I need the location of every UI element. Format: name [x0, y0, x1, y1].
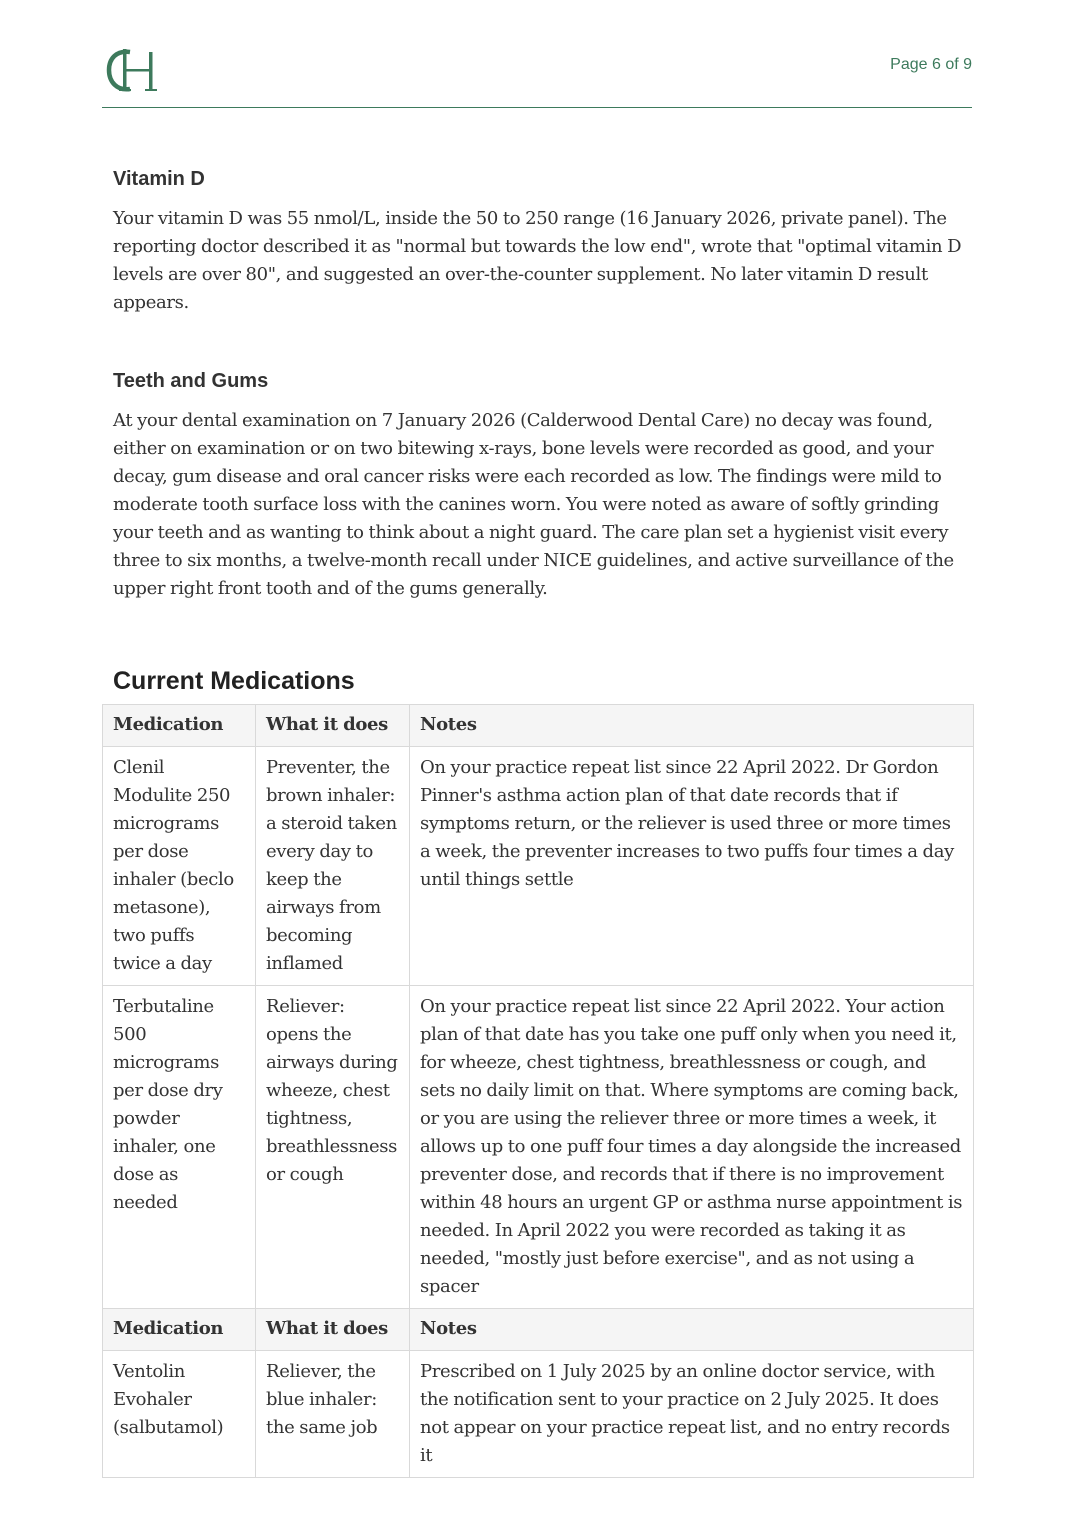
cell-notes: On your practice repeat list since 22 April 2022. Your action plan of that date has you take one puff only when you need it, for wheeze, chest tightness, breathlessness or cough, and sets no daily limit on that. Where symptoms are coming back, or you are using the reliever three or more times a week, it allows up to one puff four times a day alongside the increased preventer dose, and records that if there is no improvement within 48 hours an urgent GP or asthma nurse appointment is needed. In April 2022 you were recorded as taking it as needed, "mostly just before exercise", and as not using a spacer — [410, 986, 974, 1309]
practice-logo — [104, 46, 160, 94]
table-header-row-repeat — [103, 1309, 974, 1351]
column-header-what-it-does: What it does — [256, 1309, 410, 1351]
vitamin-d-section — [113, 165, 965, 317]
column-header-medication: Medication — [103, 1309, 256, 1351]
table-header-row — [103, 705, 974, 747]
page-header — [102, 44, 972, 108]
cell-what-it-does: Preventer, the brown inhaler: a steroid taken every day to keep the airways from becoming inflamed — [256, 747, 410, 986]
teeth-body: At your dental examination on 7 January 2026 (Calderwood Dental Care) no decay was found, either on examination or on two bitewing x-rays, bone levels were recorded as good, and your decay, gum disease and oral cancer risks were each recorded as low. The findings were mild to moderate tooth surface loss with the canines worn. You were noted as aware of softly grinding your teeth and as wanting to think about a night guard. The care plan set a hygienist visit every three to six months, a twelve-month recall under NICE guidelines, and active surveillance of the upper right front tooth and of the gums generally. — [113, 410, 954, 599]
column-header-notes: Notes — [410, 1309, 974, 1351]
report-content — [113, 165, 965, 713]
cell-notes: On your practice repeat list since 22 April 2022. Dr Gordon Pinner's asthma action plan of that date records that if symptoms return, or the reliever is used three or more times a week, the preventer increases to two puffs four times a day until things settle — [410, 747, 974, 986]
medications-table-wrap — [102, 704, 973, 1466]
column-header-what-it-does: What it does — [256, 705, 410, 747]
table-row — [103, 747, 974, 986]
vitamin-d-body: Your vitamin D was 55 nmol/L, inside the 50 to 250 range (16 January 2026, private panel). The reporting doctor described it as "normal but towards the low end", wrote that "optimal vitamin D levels are over 80", and suggested an over-the-counter supplement. No later vitamin D result appears. — [113, 208, 962, 313]
column-header-notes: Notes — [410, 705, 974, 747]
cell-medication: Clenil Modulite 250 micrograms per dose inhaler (beclo metasone), two puffs twice a day — [103, 747, 256, 986]
table-row — [103, 986, 974, 1309]
page-number: Page 6 of 9 — [890, 56, 972, 73]
vitamin-d-heading: Vitamin D — [113, 168, 205, 190]
cell-what-it-does: Reliever, the blue inhaler: the same job — [256, 1351, 410, 1478]
cell-medication: Terbutaline 500 micrograms per dose dry powder inhaler, one dose as needed — [103, 986, 256, 1309]
medications-heading: Current Medications — [113, 667, 355, 695]
cell-what-it-does: Reliever: opens the airways during wheeze, chest tightness, breathlessness or cough — [256, 986, 410, 1309]
medications-table — [102, 704, 974, 1478]
cell-medication: Ventolin Evohaler (salbutamol) — [103, 1351, 256, 1478]
teeth-heading: Teeth and Gums — [113, 370, 269, 392]
cell-notes: Prescribed on 1 July 2025 by an online doctor service, with the notification sent to your practice on 2 July 2025. It does not appear on your practice repeat list, and no entry records it — [410, 1351, 974, 1478]
column-header-medication: Medication — [103, 705, 256, 747]
teeth-section — [113, 367, 965, 603]
table-row — [103, 1351, 974, 1478]
